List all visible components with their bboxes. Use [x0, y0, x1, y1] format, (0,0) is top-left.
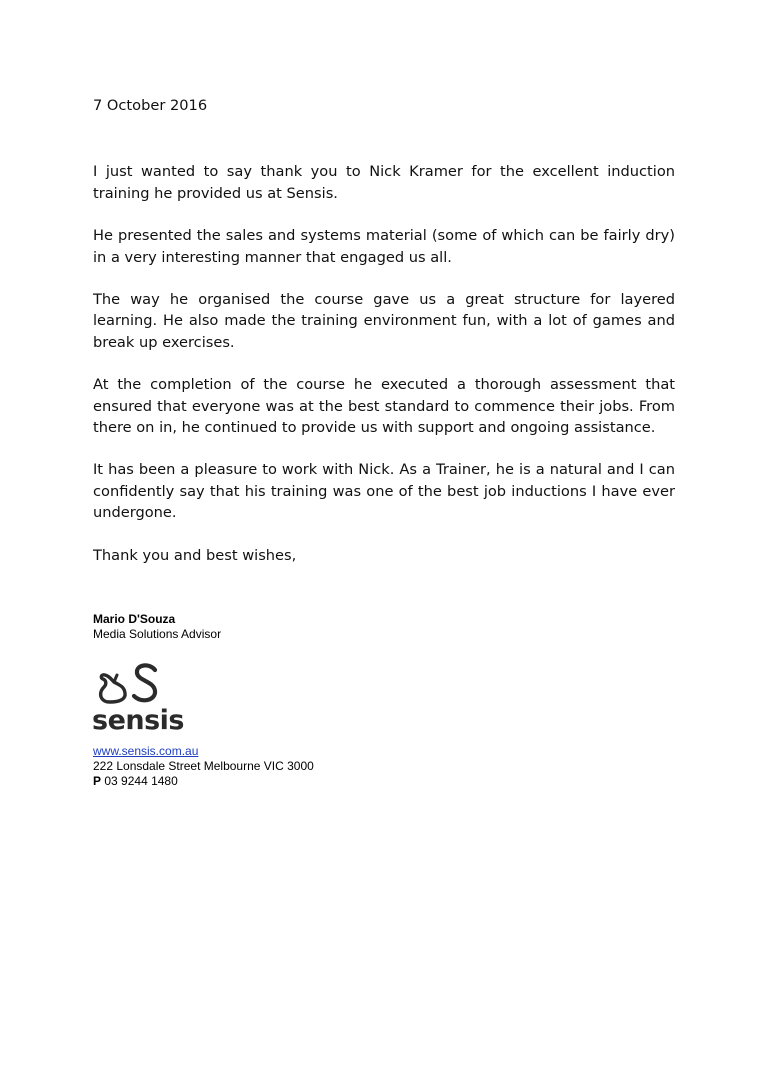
paragraph-thanks: I just wanted to say thank you to Nick Kramer for the excellent induction training he provided us at Sensis. — [93, 163, 675, 202]
phone-number: 03 9244 1480 — [104, 774, 178, 788]
phone-label: P — [93, 774, 102, 788]
sensis-wordmark: sensis — [92, 705, 185, 736]
paragraph-assessment: At the completion of the course he executed a thorough assessment that ensured that everyone was at the best standard to commence their jobs. From there on in, he continued to provide us with support and ongoing assistance. — [93, 376, 675, 437]
contact-block — [93, 744, 314, 789]
website-link[interactable]: www.sensis.com.au — [93, 744, 199, 758]
sensis-logo — [92, 662, 185, 742]
signatory-title: Media Solutions Advisor — [93, 627, 222, 641]
letter-body — [93, 95, 675, 566]
paragraph-presentation: He presented the sales and systems material (some of which can be fairly dry) in a very interesting manner that engaged us all. — [93, 227, 675, 266]
paragraph-pleasure: It has been a pleasure to work with Nick. As a Trainer, he is a natural and I can confidently say that his training was one of the best job inductions I have ever undergone. — [93, 461, 675, 522]
letter-date: 7 October 2016 — [93, 97, 208, 114]
street-address: 222 Lonsdale Street Melbourne VIC 3000 — [93, 759, 314, 773]
signatory-name: Mario D'Souza — [93, 612, 176, 626]
paragraph-course-structure: The way he organised the course gave us a great structure for layered learning. He also made the training environment fun, with a lot of games and break up exercises. — [93, 291, 675, 351]
letter-closing: Thank you and best wishes, — [93, 546, 297, 564]
signature-block — [93, 612, 221, 642]
phone-line — [93, 774, 314, 789]
sensis-mascot-icon — [92, 662, 162, 708]
